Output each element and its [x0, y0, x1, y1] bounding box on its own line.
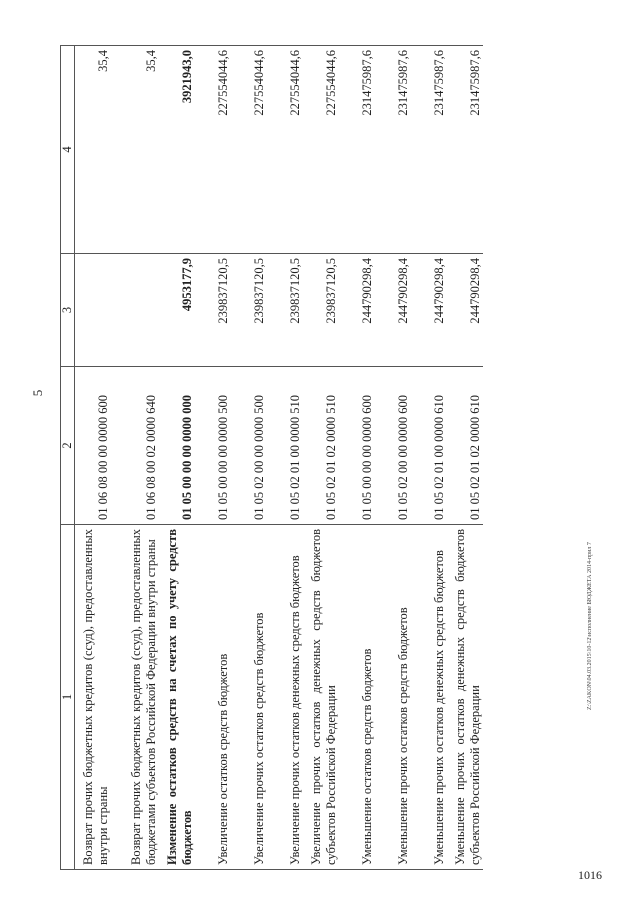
table-row	[303, 46, 339, 870]
table-row	[195, 46, 231, 870]
table-row	[159, 46, 195, 870]
row-value-col3: 244790298,4	[411, 254, 447, 367]
table-row	[75, 46, 111, 870]
header-col-3: 3	[61, 254, 75, 367]
header-col-2: 2	[61, 367, 75, 525]
row-code: 01 05 02 01 00 0000 610	[411, 367, 447, 525]
row-code: 01 05 02 01 02 0000 610	[447, 367, 483, 525]
row-value-col4: 227554044,6	[303, 46, 339, 254]
file-path-footnote: Z:\ZAKON\04.03.2015\10-12\исполнение БЮДЖЕТА 2014-прил 7	[587, 542, 593, 710]
row-value-col3: 239837120,5	[267, 254, 303, 367]
row-code: 01 05 00 00 00 0000 500	[195, 367, 231, 525]
row-name: Увеличение остатков средств бюджетов	[195, 525, 231, 870]
row-code: 01 05 02 01 00 0000 510	[267, 367, 303, 525]
row-code: 01 06 08 00 00 0000 600	[75, 367, 111, 525]
table-row	[447, 46, 483, 870]
row-code: 01 06 08 00 02 0000 640	[111, 367, 159, 525]
row-name: Увеличение прочих остатков денежных средств бюджетов субъектов Российской Федерации	[303, 525, 339, 870]
table-row	[231, 46, 267, 870]
row-value-col4: 3921943,0	[159, 46, 195, 254]
header-col-4: 4	[61, 46, 75, 254]
row-name: Увеличение прочих остатков денежных средств бюджетов	[267, 525, 303, 870]
row-value-col3: 239837120,5	[303, 254, 339, 367]
row-value-col4: 35,4	[111, 46, 159, 254]
table-row	[375, 46, 411, 870]
page-number: 5	[30, 389, 45, 397]
budget-table	[60, 45, 483, 870]
header-col-1: 1	[61, 525, 75, 870]
row-code: 01 05 00 00 00 0000 600	[339, 367, 375, 525]
row-value-col3: 244790298,4	[339, 254, 375, 367]
row-name: Уменьшение прочих остатков средств бюджетов	[375, 525, 411, 870]
row-value-col4: 227554044,6	[267, 46, 303, 254]
row-name: Возврат прочих бюджетных кредитов (ссуд), предоставленных внутри страны	[75, 525, 111, 870]
row-value-col4: 35,4	[75, 46, 111, 254]
row-value-col4: 227554044,6	[231, 46, 267, 254]
row-name: Уменьшение прочих остатков денежных средств бюджетов субъектов Российской Федерации	[447, 525, 483, 870]
row-name: Возврат прочих бюджетных кредитов (ссуд), предоставленных бюджетами субъектов Российской Федерации внутри страны	[111, 525, 159, 870]
table-row	[411, 46, 447, 870]
row-value-col3	[75, 254, 111, 367]
row-value-col4: 231475987,6	[411, 46, 447, 254]
table-row	[111, 46, 159, 870]
row-value-col3: 239837120,5	[195, 254, 231, 367]
row-value-col3	[111, 254, 159, 367]
row-value-col4: 227554044,6	[195, 46, 231, 254]
row-name: Изменение остатков средств на счетах по учету средств бюджетов	[159, 525, 195, 870]
row-value-col4: 231475987,6	[375, 46, 411, 254]
row-value-col4: 231475987,6	[339, 46, 375, 254]
row-code: 01 05 00 00 00 0000 000	[159, 367, 195, 525]
row-code: 01 05 02 01 02 0000 510	[303, 367, 339, 525]
row-value-col3: 239837120,5	[231, 254, 267, 367]
row-name: Уменьшение прочих остатков денежных средств бюджетов	[411, 525, 447, 870]
row-value-col3: 244790298,4	[375, 254, 411, 367]
row-value-col3: 4953177,9	[159, 254, 195, 367]
table-row	[267, 46, 303, 870]
row-code: 01 05 02 00 00 0000 500	[231, 367, 267, 525]
sheet-number: 1016	[578, 868, 602, 882]
table-row	[339, 46, 375, 870]
rotated-content	[60, 35, 590, 880]
row-name: Увеличение прочих остатков средств бюджетов	[231, 525, 267, 870]
row-code: 01 05 02 00 00 0000 600	[375, 367, 411, 525]
row-name: Уменьшение остатков средств бюджетов	[339, 525, 375, 870]
row-value-col4: 231475987,6	[447, 46, 483, 254]
row-value-col3: 244790298,4	[447, 254, 483, 367]
header-row	[61, 46, 75, 870]
